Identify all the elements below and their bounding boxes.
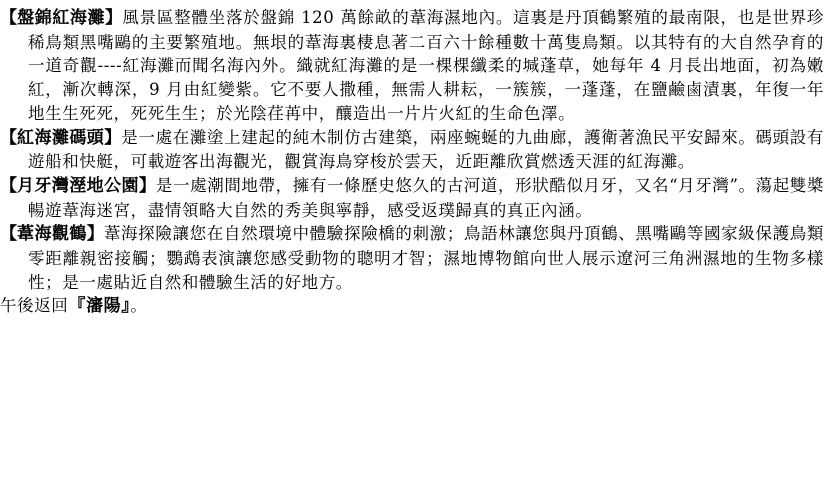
open-bracket: 【: [0, 8, 18, 28]
entry-term: 月牙灣溼地公園: [17, 175, 139, 196]
entry-description: 葦海探險讓您在自然環境中體驗探險橋的刺激；鳥語林讓您與丹頂鶴、黑嘴鷗等國家級保護鳥類零距離親密接觸；鸚鵡表演讓您感受動物的聰明才智；濕地博物館向世人展示遼河三角洲濕地的生物多樣性；是一處貼近自然和體驗生活的好地方。: [28, 224, 824, 292]
close-bracket: 】: [86, 224, 104, 245]
destination-open-bracket: 『: [68, 296, 87, 317]
entry-description: 是一處潮間地帶，擁有一條歷史悠久的古河道，形狀酷似月牙，又名“月牙灣”。蕩起雙槳暢遊葦海迷宮，盡情領略大自然的秀美與寧靜，感受返璞歸真的真正內涵。: [28, 175, 824, 220]
return-prefix: 午後返回: [0, 296, 69, 316]
entry-crescent-bay-wetland-park: [0, 174, 824, 222]
entry-panjin-red-beach: [0, 6, 824, 126]
destination-city: 瀋陽: [86, 296, 122, 317]
entry-description: 是一處在灘塗上建起的純木制仿古建築，兩座蜿蜒的九曲廊，護衛著漁民平安歸來。碼頭設有遊船和快艇，可載遊客出海觀光，觀賞海鳥穿梭於雲天，近距離欣賞燃透天涯的紅海灘。: [28, 127, 824, 172]
return-suffix: 。: [130, 296, 148, 316]
entry-term: 盤錦紅海灘: [17, 8, 106, 28]
close-bracket: 】: [138, 175, 156, 196]
open-bracket: 【: [0, 127, 18, 148]
destination-close-bracket: 』: [121, 296, 131, 317]
open-bracket: 【: [0, 175, 18, 196]
return-line: [0, 294, 824, 319]
close-bracket: 】: [104, 127, 122, 148]
entry-term: 紅海灘碼頭: [17, 127, 105, 148]
entry-red-beach-pier: [0, 126, 824, 174]
close-bracket: 】: [105, 8, 123, 28]
entry-reed-sea-crane-watching: [0, 222, 824, 294]
entry-description: 風景區整體坐落於盤錦 120 萬餘畝的葦海濕地內。這裏是丹頂鶴繁殖的最南限，也是世界珍稀鳥類黑嘴鷗的主要繁殖地。無垠的葦海裏棲息著二百六十餘種數十萬隻鳥類。以其特有的大自然孕育的一道奇觀----紅海灘而聞名海內外。織就紅海灘的是一棵棵纖柔的堿蓬草，她每年 4 月長出地面，初為嫩紅，漸次轉深，9 月由紅變紫。它不要人撒種，無需人耕耘，一簇簇，一蓬蓬，在鹽鹼鹵漬裏，年復一年地生生死死，死死生生；於光陰荏苒中，釀造出一片片火紅的生命色澤。: [28, 8, 824, 123]
entry-term: 葦海觀鶴: [17, 224, 87, 245]
open-bracket: 【: [0, 224, 18, 245]
